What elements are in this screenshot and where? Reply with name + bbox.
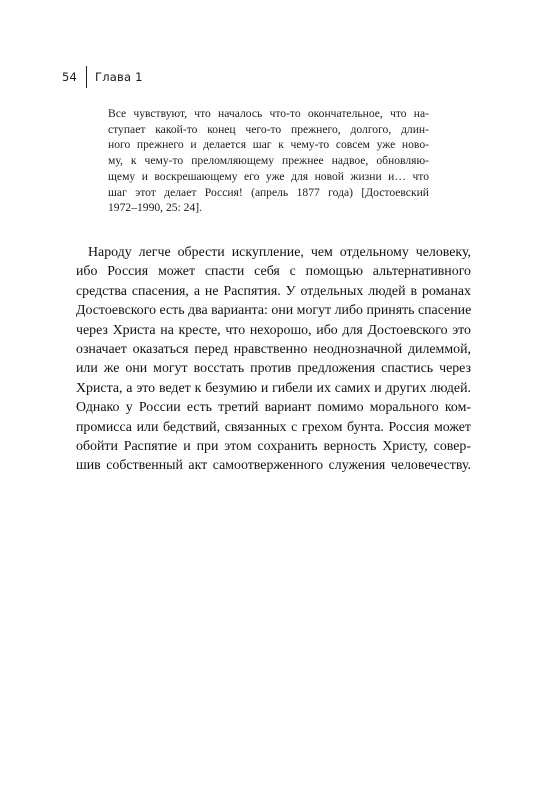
running-header <box>62 66 143 88</box>
paragraph-line: через Христа на кресте, что нехорошо, ибо для Достоевского это <box>76 322 471 338</box>
page-number: 54 <box>62 70 78 84</box>
quote-line: шаг этот делает Россия! (апрель 1877 года) [Достоевский <box>108 185 429 199</box>
quote-line: 1972–1990, 25: 24]. <box>108 201 203 215</box>
chapter-title: Глава 1 <box>95 70 143 84</box>
quote-line: щему и воскрешающему его уже для новой жизни и… что <box>108 169 429 183</box>
paragraph-line: промисса или бедствий, связанных с грехом бунта. Россия может <box>76 419 471 435</box>
header-divider <box>86 66 87 88</box>
paragraph-line: ибо Россия может спасти себя с помощью альтернативного <box>76 264 471 280</box>
paragraph-line: означает оказаться перед нравственно неоднозначной дилеммой, <box>76 342 471 358</box>
quote-line: ного прежнего и делается шаг к чему-то совсем уже ново- <box>108 138 429 152</box>
paragraph-line: Однако у России есть третий вариант помимо морального ком- <box>76 400 471 416</box>
quote-line: му, к чему-то преломляющему прежнее надвое, обновляю- <box>108 154 429 168</box>
paragraph-line: Христа, а это ведет к безумию и гибели их самих и других людей. <box>76 380 471 396</box>
paragraph-line: обойти Распятие и при этом сохранить верность Христу, совер- <box>76 439 471 455</box>
paragraph-line: шив собственный акт самоотверженного служения человечеству. <box>76 458 471 474</box>
paragraph-line: Достоевского есть два варианта: они могут либо принять спасение <box>76 303 472 319</box>
quote-line: ступает какой-то конец чего-то прежнего, долгого, длин- <box>108 122 429 136</box>
paragraph-line: средства спасения, а не Распятия. У отдельных людей в романах <box>76 283 471 299</box>
paragraph-line: или же они могут восстать против предложения спастись через <box>76 361 471 377</box>
block-quote <box>108 106 429 216</box>
quote-line: Все чувствуют, что началось что-то окончательное, что на- <box>108 107 429 120</box>
paragraph-line: Народу легче обрести искупление, чем отдельному человеку, <box>88 245 471 260</box>
body-paragraph <box>76 243 471 476</box>
